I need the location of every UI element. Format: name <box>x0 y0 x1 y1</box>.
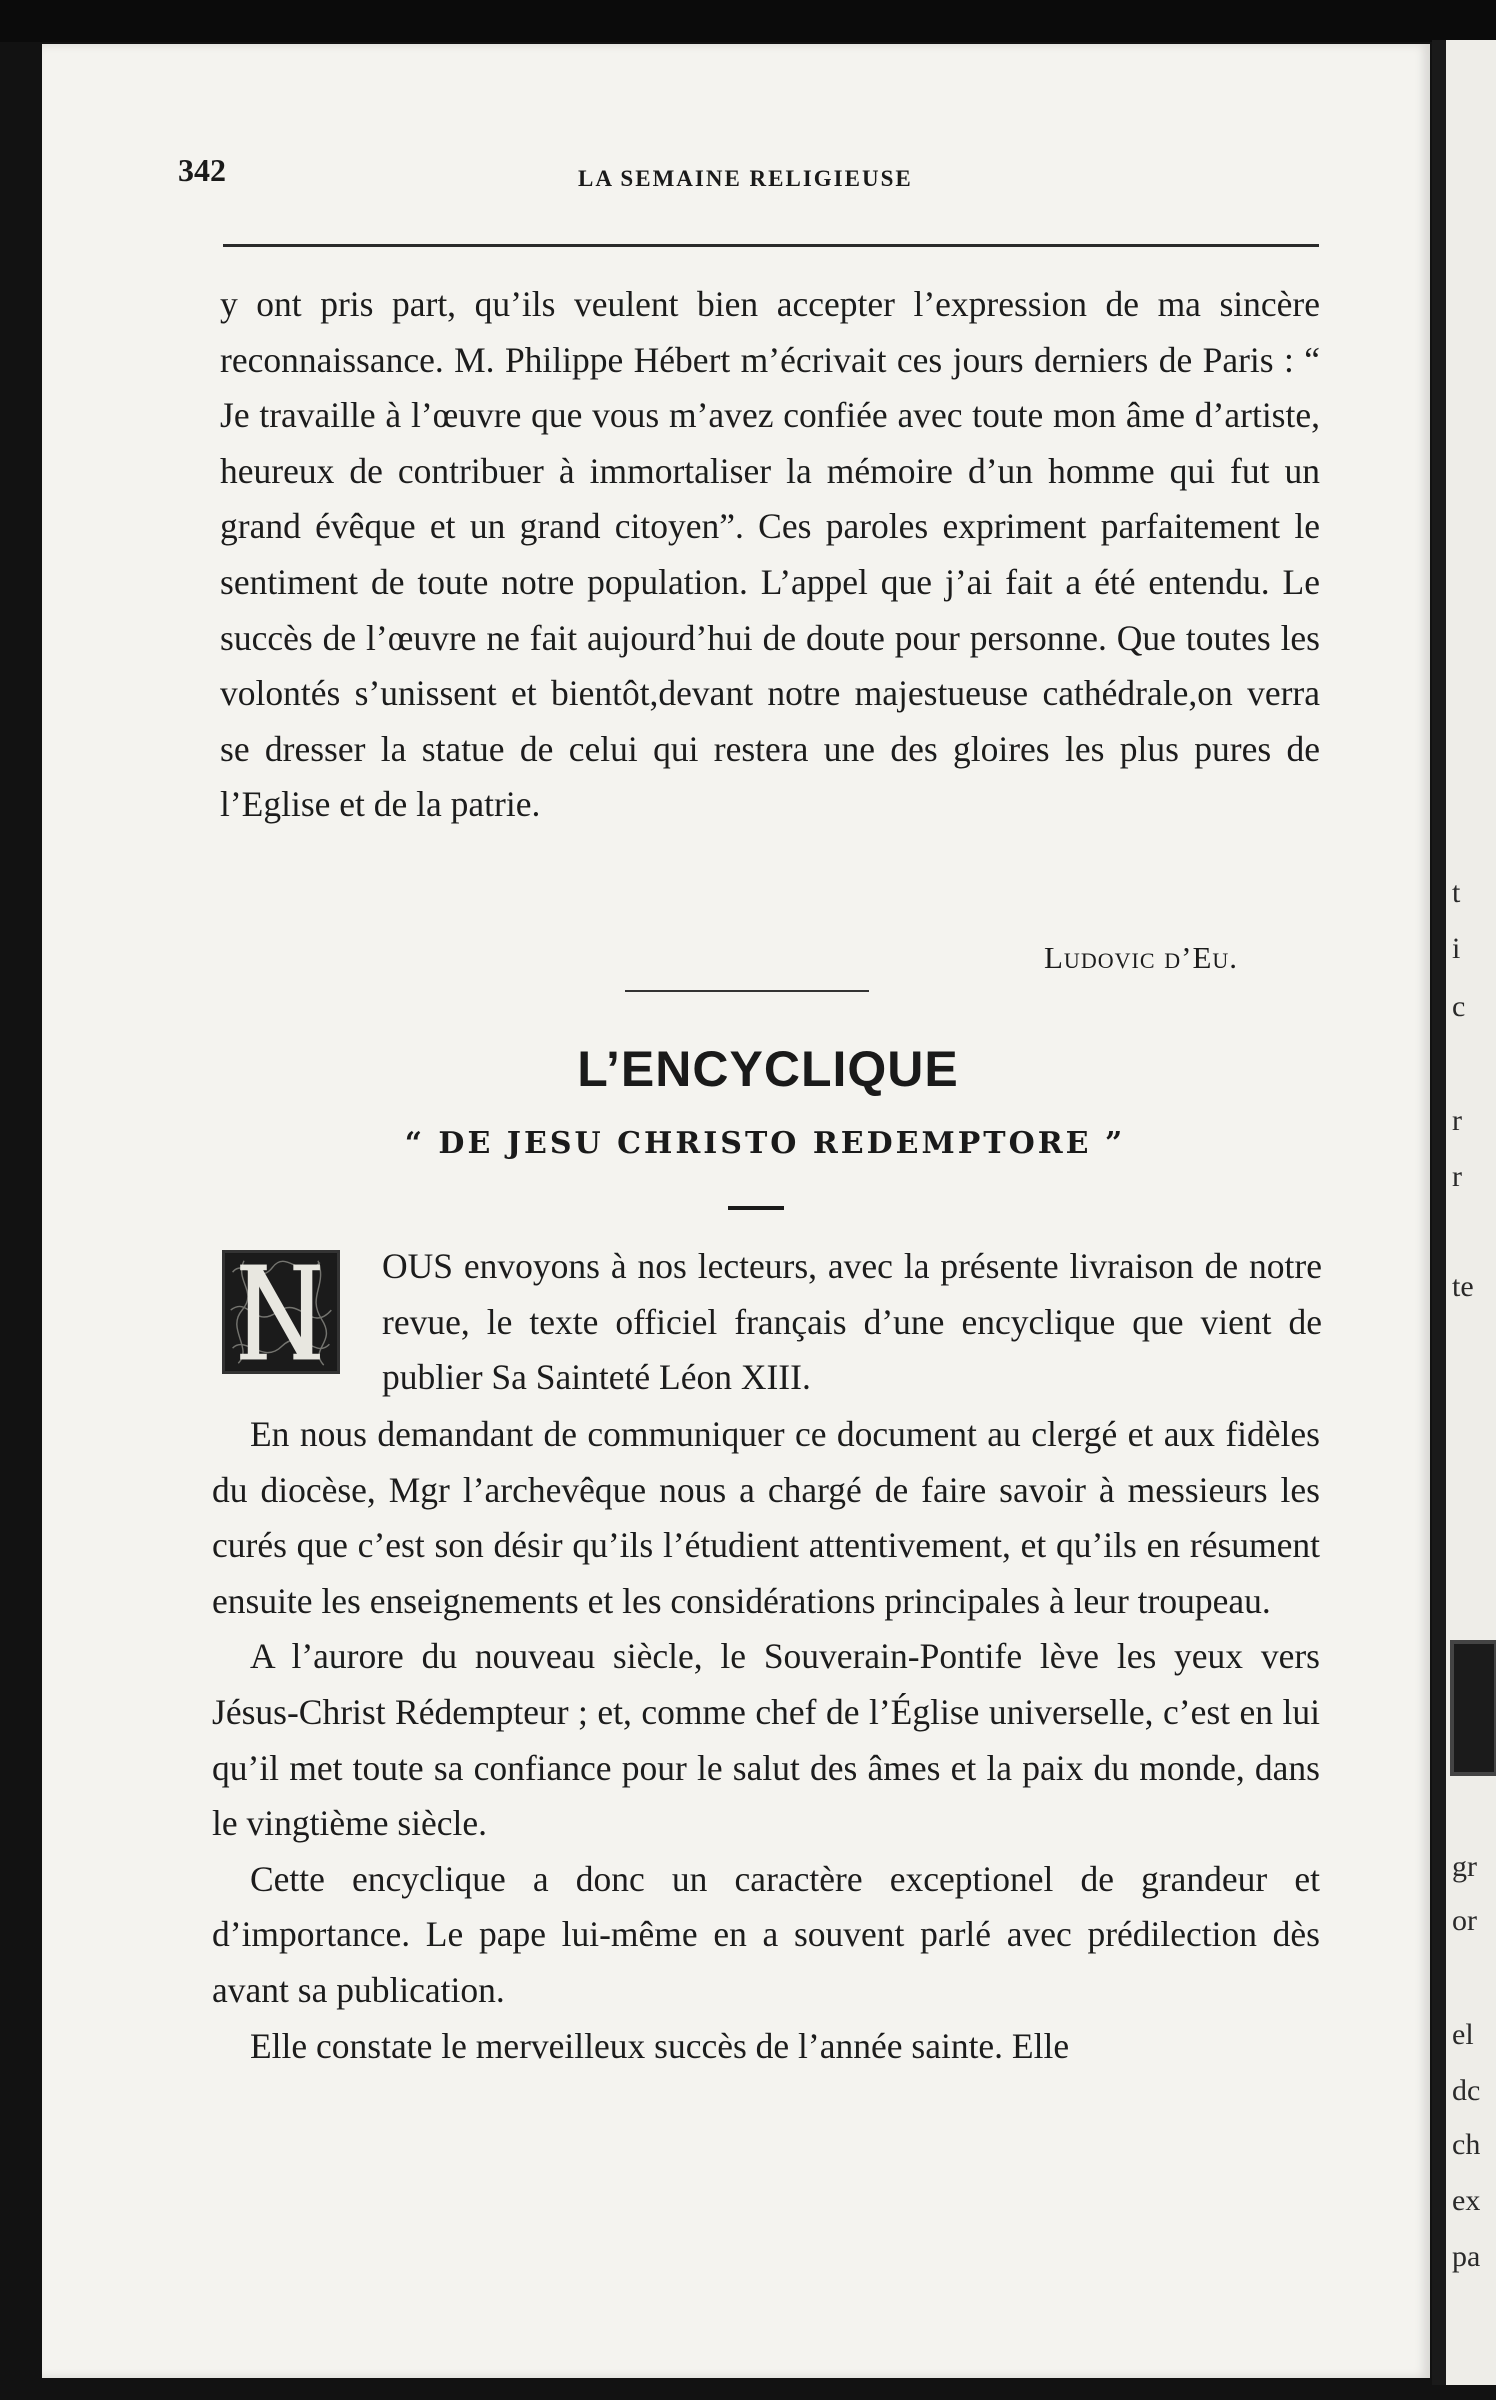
author-signature: Ludovic d’Eu. <box>1044 940 1239 975</box>
body-paragraph: Elle constate le merveilleux succès de l’année sainte. Elle <box>250 2025 1070 2066</box>
dropcap-letter-n-icon <box>225 1253 337 1371</box>
body-paragraph: En nous demandant de communiquer ce document au clergé et aux fidèles du diocèse, Mgr l’archevêque nous a chargé de faire savoir à messieurs les curés que c’est son désir qu’ils l’étudient attentivement, et qu’ils en résument ensuite les enseignements et les considérations principales à leur troupeau. <box>212 1414 1320 1621</box>
adjacent-dropcap <box>1450 1640 1496 1776</box>
adjacent-fragment: gr <box>1452 1850 1477 1883</box>
body-paragraph: A l’aurore du nouveau siècle, le Souverain-Pontife lève les yeux vers Jésus-Christ Rédempteur ; et, comme chef de l’Église universelle, c’est en lui qu’il met toute sa confiance pour le salut des âmes et la paix du monde, dans le vingtième siècle. <box>212 1636 1320 1844</box>
article-subtitle: “ DE JESU CHRISTO REDEMPTORE ” <box>404 1126 1126 1161</box>
adjacent-fragment: r <box>1452 1160 1462 1193</box>
opening-paragraph <box>220 277 1320 833</box>
adjacent-page-edge <box>1432 40 1496 2385</box>
scan-frame-top <box>0 0 1496 42</box>
section-divider <box>625 990 869 992</box>
paragraph-text: y ont pris part, qu’ils veulent bien accepter l’expression de ma sincère reconnaissance. M. Philippe Hébert m’écrivait ces jours derniers de Paris : “ Je travaille à l’œuvre que vous m’avez confiée avec toute mon âme d’artiste, heureux de contribuer à immortaliser la mémoire d’un homme qui fut un grand évêque et un grand citoyen”. Ces paroles expriment parfaitement le sentiment de toute notre population. L’appel que j’ai fait a été entendu. Le succès de l’œuvre ne fait aujourd’hui de doute pour personne. Que toutes les volontés s’unissent et bientôt,devant notre majestueuse cathédrale,on verra se dresser la statue de celui qui restera une des gloires les plus pures de l’Eglise et de la patrie. <box>220 284 1320 825</box>
title-rule <box>728 1206 784 1210</box>
article-body <box>212 1407 1320 2074</box>
running-title: LA SEMAINE RELIGIEUSE <box>578 166 913 191</box>
ornate-dropcap <box>222 1250 340 1374</box>
page-number: 342 <box>178 152 226 188</box>
adjacent-fragment: or <box>1452 1904 1477 1937</box>
adjacent-fragment: r <box>1452 1104 1462 1137</box>
intro-paragraph <box>382 1239 1322 1406</box>
adjacent-fragment: el <box>1452 2018 1474 2051</box>
adjacent-fragment: ex <box>1452 2184 1481 2217</box>
header-rule <box>223 244 1319 247</box>
intro-text: OUS envoyons à nos lecteurs, avec la présente livraison de notre revue, le texte officiel français d’une encyclique que vient de publier Sa Sainteté Léon XIII. <box>382 1246 1322 1398</box>
adjacent-fragment: dc <box>1452 2074 1481 2107</box>
adjacent-fragment: te <box>1452 1270 1474 1303</box>
article-title: L’ENCYCLIQUE <box>577 1041 959 1097</box>
adjacent-fragment: i <box>1452 932 1461 965</box>
adjacent-fragment: t <box>1452 876 1461 909</box>
adjacent-fragment: pa <box>1452 2240 1481 2273</box>
body-paragraph: Cette encyclique a donc un caractère exceptionel de grandeur et d’importance. Le pape lui-même en a souvent parlé avec prédilection dès avant sa publication. <box>212 1858 1320 2010</box>
adjacent-fragment: ch <box>1452 2128 1481 2161</box>
adjacent-fragment: c <box>1452 990 1466 1023</box>
